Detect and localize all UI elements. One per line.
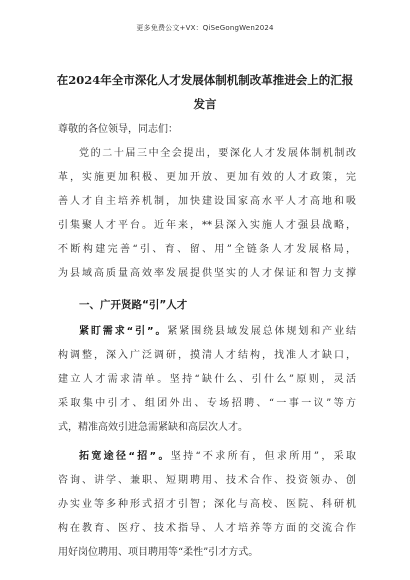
intro-line: 革，实施更加积极、更加开放、更加有效的人才政策，完: [58, 172, 356, 183]
paragraph-first-line: [79, 326, 356, 338]
paragraph-line: 构调整，深入广泛调研，摸清人才结构，找准人才缺口，: [58, 350, 356, 361]
paragraph-line: 建立人才需求清单。坚持“缺什么、引什么”原则，灵活: [58, 374, 356, 385]
salutation: 尊敬的各位领导，同志们：: [58, 124, 178, 135]
paragraph-text: 紧紧围绕县域发展总体规划和产业结: [167, 326, 356, 337]
paragraph-first-line: [79, 451, 356, 463]
intro-line: 党的二十届三中全会提出，要深化人才发展体制机制改: [79, 148, 356, 159]
intro-line: 不断构建完善“引、育、留、用”全链条人才发展格局，: [58, 244, 356, 255]
section-heading: 一、广开贤路“引”人才: [79, 299, 188, 311]
document-title-line-1: 在2024年全市深化人才发展体制机制改革推进会上的汇报: [56, 73, 354, 87]
paragraph-line: 式，精准高效引进急需紧缺和高层次人才。: [58, 422, 248, 433]
paragraph-lead: 紧盯需求“引”。: [79, 326, 168, 337]
document-title-line-2: 发言: [193, 97, 217, 111]
paragraph-line: 用好岗位聘用、项目聘用等“柔性”引才方式。: [58, 547, 259, 558]
paragraph-line: 构在教育、医疗、技术指导、人才培养等方面的交流合作: [58, 523, 356, 534]
paragraph-lead: 拓宽途径“招”。: [79, 451, 171, 462]
header-note: 更多免费公文+VX：QiSeGongWen2024: [136, 24, 274, 32]
paragraph-text: 坚持“不求所有，但求所用”，采取: [170, 451, 356, 462]
paragraph-line: 咨询、讲学、兼职、短期聘用、技术合作、投资领办、创: [58, 475, 356, 486]
intro-line: 为县域高质量高效率发展提供坚实的人才保证和智力支撑: [58, 268, 356, 279]
paragraph-line: 采取集中引才、组团外出、专场招聘、“一事一议”等方: [58, 398, 356, 409]
intro-line: 善人才自主培养机制，加快建设国家高水平人才高地和吸: [58, 196, 356, 207]
paragraph-line: 办实业等多种形式招才引智；深化与高校、医院、科研机: [58, 499, 356, 510]
intro-line: 引集聚人才平台。近年来，**县深入实施人才强县战略，: [58, 220, 356, 231]
